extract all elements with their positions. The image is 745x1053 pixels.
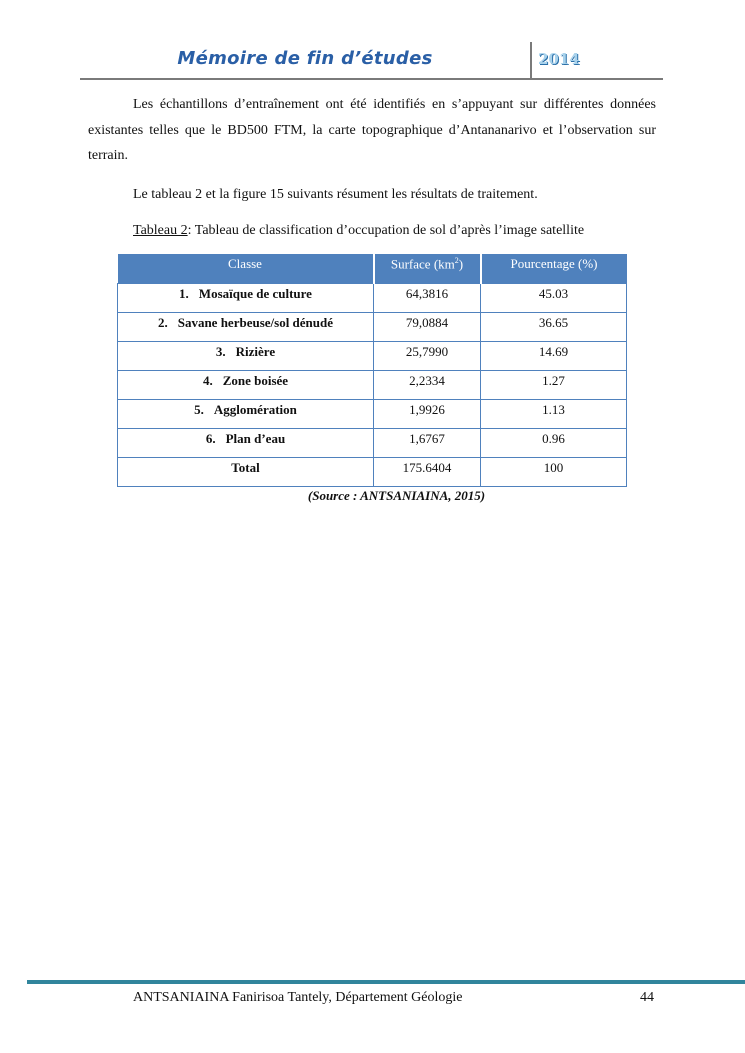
row-classe xyxy=(118,371,374,400)
table-row xyxy=(118,284,627,313)
row-surface: 25,7990 xyxy=(374,342,481,371)
row-pourcentage: 1.27 xyxy=(481,371,627,400)
row-index: 1. xyxy=(179,286,189,301)
row-classe-label: Savane herbeuse/sol dénudé xyxy=(177,315,334,330)
classification-table xyxy=(117,254,627,487)
row-index: 6. xyxy=(205,431,216,446)
table-row xyxy=(118,342,627,371)
row-pourcentage: 1.13 xyxy=(481,400,627,429)
footer-rule xyxy=(27,980,745,984)
table-row xyxy=(118,400,627,429)
row-classe xyxy=(118,342,374,371)
page-header xyxy=(80,38,663,80)
row-pourcentage: 45.03 xyxy=(481,284,627,313)
header-surface-sup: 2 xyxy=(454,256,459,265)
row-classe xyxy=(118,313,374,342)
footer-author: ANTSANIAINA Fanirisoa Tantely, Département Géologie xyxy=(133,990,463,1005)
total-label: Total xyxy=(118,458,374,487)
row-pourcentage: 0.96 xyxy=(481,429,627,458)
row-classe-label: Zone boisée xyxy=(222,373,289,388)
header-year: 2014 xyxy=(538,50,580,68)
row-classe xyxy=(118,400,374,429)
row-index: 3. xyxy=(215,344,226,359)
table-total-row xyxy=(118,458,627,487)
body-paragraph-2: Le tableau 2 et la figure 15 suivants résument les résultats de traitement. xyxy=(133,187,538,202)
total-pourcentage: 100 xyxy=(481,458,627,487)
row-surface: 2,2334 xyxy=(374,371,481,400)
row-classe-label: Rizière xyxy=(235,344,276,359)
row-classe xyxy=(118,429,374,458)
table-caption xyxy=(133,223,584,239)
row-surface: 1,9926 xyxy=(374,400,481,429)
row-index: 4. xyxy=(202,373,213,388)
row-surface: 79,0884 xyxy=(374,313,481,342)
header-surface-suffix: ) xyxy=(458,256,464,272)
caption-label: Tableau 2 xyxy=(133,223,188,238)
row-surface: 64,3816 xyxy=(374,284,481,313)
row-index: 5. xyxy=(194,402,204,417)
header-divider xyxy=(530,42,532,78)
table-header-row xyxy=(118,254,627,284)
row-pourcentage: 14.69 xyxy=(481,342,627,371)
caption-text: : Tableau de classification d’occupation de sol d’après l’image satellite xyxy=(187,223,585,238)
header-surface xyxy=(374,254,481,284)
header-surface-prefix: Surface (km xyxy=(390,256,455,272)
row-classe xyxy=(118,284,374,313)
row-surface: 1,6767 xyxy=(374,429,481,458)
page-number: 44 xyxy=(640,990,654,1005)
row-classe-label: Agglomération xyxy=(213,402,297,417)
row-classe-label: Plan d’eau xyxy=(225,431,286,446)
header-title: Mémoire de fin d’études xyxy=(177,48,433,69)
table-row xyxy=(118,429,627,458)
header-classe: Classe xyxy=(118,254,374,284)
total-surface: 175.6404 xyxy=(374,458,481,487)
table-row xyxy=(118,313,627,342)
table-row xyxy=(118,371,627,400)
header-pourcentage: Pourcentage (%) xyxy=(481,254,627,284)
body-paragraph-1: Les échantillons d’entraînement ont été identifiés en s’appuyant sur différentes données existantes telles que le BD500 FTM, la carte topographique d’Antananarivo et l’observation sur terrain. xyxy=(88,97,656,163)
row-classe-label: Mosaïque de culture xyxy=(198,286,312,301)
header-rule xyxy=(80,78,663,80)
row-pourcentage: 36.65 xyxy=(481,313,627,342)
table-source: (Source : ANTSANIAINA, 2015) xyxy=(307,488,486,503)
row-index: 2. xyxy=(157,315,168,330)
